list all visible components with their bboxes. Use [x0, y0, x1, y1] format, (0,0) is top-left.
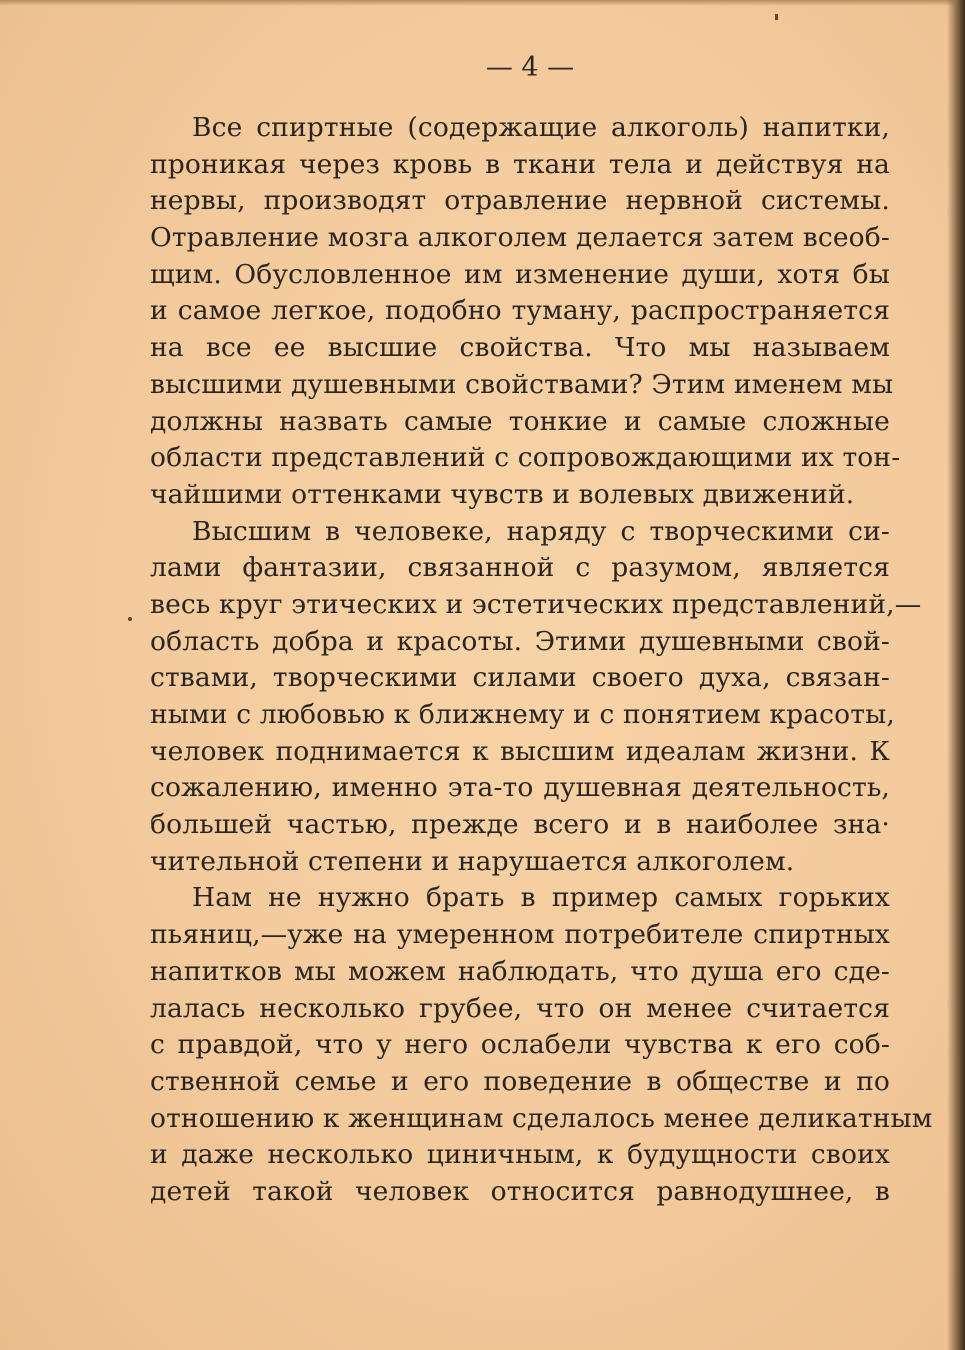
paragraph-1-line-9: должны назвать самые тонкие и самые сложные — [150, 405, 890, 437]
paragraph-2-line-1: Высшим в человеке, наряду с творческими си- — [192, 515, 890, 547]
paragraph-1-line-5: щим. Обусловленное им изменение души, хотя бы — [150, 258, 890, 290]
paragraph-1-line-2: проникая через кровь в ткани тела и действуя на — [150, 148, 890, 180]
paragraph-1-line-7: на все ее высшие свойства. Что мы называем — [150, 332, 890, 364]
paragraph-3-line-5: с правдой, что у него ослабели чувства к его соб- — [150, 1029, 890, 1061]
paragraph-1-line-8: высшими душевными свойствами? Этим именем мы — [150, 368, 894, 400]
print-speck — [775, 14, 778, 20]
paragraph-2-line-7: человек поднимается к высшим идеалам жизни. К — [150, 735, 890, 767]
ink-dot — [128, 617, 132, 621]
paragraph-2-line-6: ными с любовью к ближнему и с понятием красоты, — [150, 699, 895, 730]
paragraph-3-line-7: отношению к женщинам сделалось менее деликатным — [150, 1102, 933, 1134]
paragraph-1-line-4: Отравление мозга алкоголем делается затем всеоб- — [150, 222, 890, 254]
paragraph-3-line-2: пьяниц,—уже на умеренном потребителе спиртных — [150, 919, 890, 951]
paragraph-1-line-1: Все спиртные (содержащие алкоголь) напитки, — [192, 112, 890, 143]
paragraph-3-line-9: детей такой человек относится равнодушнее, в — [150, 1175, 890, 1207]
paragraph-2-line-5: ствами, творческими силами своего духа, связан- — [150, 662, 890, 694]
paragraph-3-line-3: напитков мы можем наблюдать, что душа его сде- — [150, 955, 890, 987]
paragraph-3-line-8: и даже несколько циничным, к будущности своих — [150, 1139, 890, 1171]
paragraph-1-line-11: чайшими оттенками чувств и волевых движений. — [150, 478, 855, 510]
paragraph-2-line-4: область добра и красоты. Этими душевными свой- — [150, 625, 890, 657]
paragraph-1-line-3: нервы, производят отравление нервной системы. — [150, 185, 890, 217]
page-right-edge — [947, 0, 965, 1350]
paragraph-3-line-6: ственной семье и его поведение в обществе и по — [150, 1065, 890, 1097]
paragraph-2-line-3: весь круг этических и эстетических представлений,— — [150, 588, 922, 620]
paragraph-3-line-1: Нам не нужно брать в пример самых горьких — [192, 882, 890, 914]
paragraph-3-line-4: лалась несколько грубее, что он менее считается — [150, 992, 890, 1024]
page-number: — 4 — — [485, 52, 575, 83]
paragraph-1-line-10: области представлений с сопровождающими их тон- — [150, 442, 901, 474]
body-text — [150, 110, 933, 1211]
paragraph-1-line-6: и самое легкое, подобно туману, распространяется — [150, 295, 890, 327]
paragraph-2-line-10: чительной степени и нарушается алкоголем. — [150, 845, 795, 877]
paragraph-2-line-8: сожалению, именно эта-то душевная деятельность, — [150, 772, 890, 804]
page-top-edge — [0, 0, 965, 6]
paragraph-2-line-2: лами фантазии, связанной с разумом, является — [150, 552, 890, 584]
paragraph-2-line-9: большей частью, прежде всего и в наиболее зна· — [150, 809, 890, 841]
